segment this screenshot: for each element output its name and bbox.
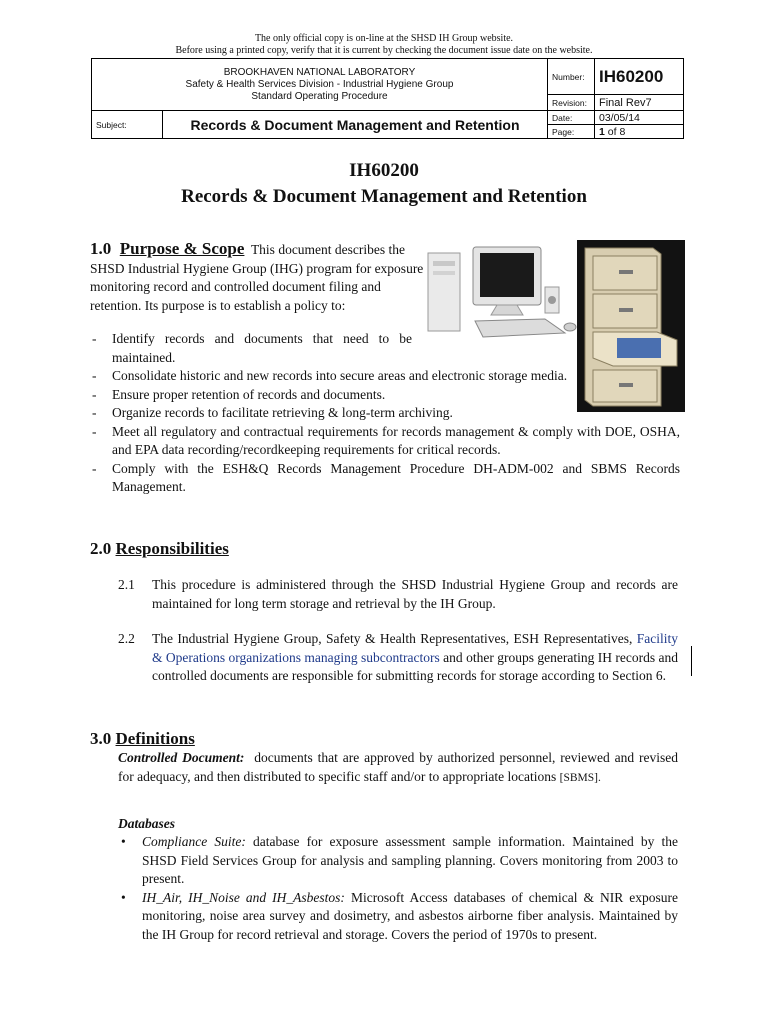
controlled-document-text: documents that are approved by authorized personnel, reviewed and revised for adequacy, and then distributed to specific staff and/or to appropriate locations [118,750,678,784]
para-2-2-number: 2.2 [118,631,135,646]
database-term: Compliance Suite: [142,834,246,849]
notice-line-1: The only official copy is on-line at the SHSD IH Group website. [254,33,514,44]
speaker-cone [548,296,556,304]
monitor-screen [480,253,534,297]
doc-title-name: Records & Document Management and Retention [181,186,587,207]
subject-label: Subject: [92,111,163,139]
section-1-intro-a: This document describes [250,242,386,257]
section-1-lead [90,240,430,315]
database-text: database for exposure assessment sample information. Maintained by the SHSD Field Services Group for analysis and sampling planning. Covers monitoring from 2003 to present. [142,834,679,886]
tower-drive [433,261,455,266]
computer-illustration [425,245,580,340]
para-2-1-number: 2.1 [118,577,135,592]
purpose-item: - Ensure proper retention of records and documents. [90,386,680,405]
databases-heading-text: Databases [118,816,175,831]
number-label: Number: [548,59,595,95]
para-2-2 [118,630,678,686]
subject-value: Records & Document Management and Retention [163,111,548,139]
controlled-document-definition [118,749,678,787]
section-3-number: 3.0 [90,729,112,748]
document-number: IH60200 [595,59,684,95]
page-current: 1 [599,125,605,138]
organization-block [92,59,548,111]
section-3-heading [90,730,195,749]
database-item [118,889,678,945]
controlled-document-term: Controlled Document: [118,750,245,765]
purpose-item: - Identify records and documents that need to be maintained. [90,330,412,367]
page-total: of 8 [607,125,626,138]
revision-bar [691,646,692,676]
para-2-2-text [152,630,678,686]
org-name: BROOKHAVEN NATIONAL LABORATORY [223,66,416,78]
section-2-number: 2.0 [90,539,112,558]
date-value: 03/05/14 [595,111,684,125]
database-text: Microsoft Access databases of chemical & NIR exposure monitoring, noise area survey and dosimetry, and asbestos airborne fiber analysis. Maintained by the IH Group for record retrieval and storage. Covers the period of 1970s to present. [142,889,678,942]
section-1-list [90,330,680,497]
purpose-item: - Comply with the ESH&Q Records Management Procedure DH-ADM-002 and SBMS Records Management. [90,460,680,497]
para-2-2-text-b: and other groups generating IH records and controlled documents are responsible for submitting records for storage according to Section 6. [152,649,678,683]
section-1-title: Purpose & Scope [119,239,245,258]
databases-heading [118,815,175,834]
purpose-item: - Meet all regulatory and contractual requirements for records management & comply with DOE, OSHA, and EPA data recording/recordkeeping requirements for critical records. [90,423,680,460]
para-2-1-text: This procedure is administered through the SHSD Industrial Hygiene Group and records are maintained for long term storage and retrieval by the IH Group. [152,577,678,611]
section-1-intro-b: the SHSD Industrial Hygiene Group (IHG) program for exposure monitoring record and controlled document filing and retention. Its purpose is to establish a policy to: [90,242,424,313]
purpose-item: - Organize records to facilitate retrieving & long-term archiving. [90,404,680,423]
databases-list [118,833,678,944]
facility-operations-link: Facility & Operations organizations managing subcontractors [152,631,678,665]
page-label: Page: [548,125,595,139]
tower-drive-2 [433,271,455,275]
doc-title-number: IH60200 [349,160,419,181]
notice-line-2: Before using a printed copy, verify that it is current by checking the document issue date on the website. [175,45,593,56]
page-value [595,125,684,139]
controlled-document-ref: [SBMS]. [559,771,601,784]
drawer-2-handle [619,308,633,312]
section-1-number: 1.0 [90,239,112,258]
revision-label: Revision: [548,95,595,111]
section-2-heading [90,540,229,559]
document-header-table [91,58,684,139]
para-2-2-text-a: The Industrial Hygiene Group, Safety & Health Representatives, ESH Representatives, [152,631,637,646]
date-label: Date: [548,111,595,125]
org-doc-type: Standard Operating Procedure [251,90,388,102]
section-3-title: Definitions [115,729,195,748]
database-term: IH_Air, IH_Noise and IH_Asbestos: [142,889,345,905]
purpose-item: - Consolidate historic and new records into secure areas and electronic storage media. [90,367,572,386]
monitor-stand [491,305,523,315]
drawer-1-handle [619,270,633,274]
section-1-heading [90,239,244,258]
para-2-1 [118,576,678,613]
database-item [118,833,678,889]
org-division: Safety & Health Services Division - Industrial Hygiene Group [185,78,454,90]
revision-value: Final Rev7 [595,95,684,111]
section-2-title: Responsibilities [115,539,229,558]
